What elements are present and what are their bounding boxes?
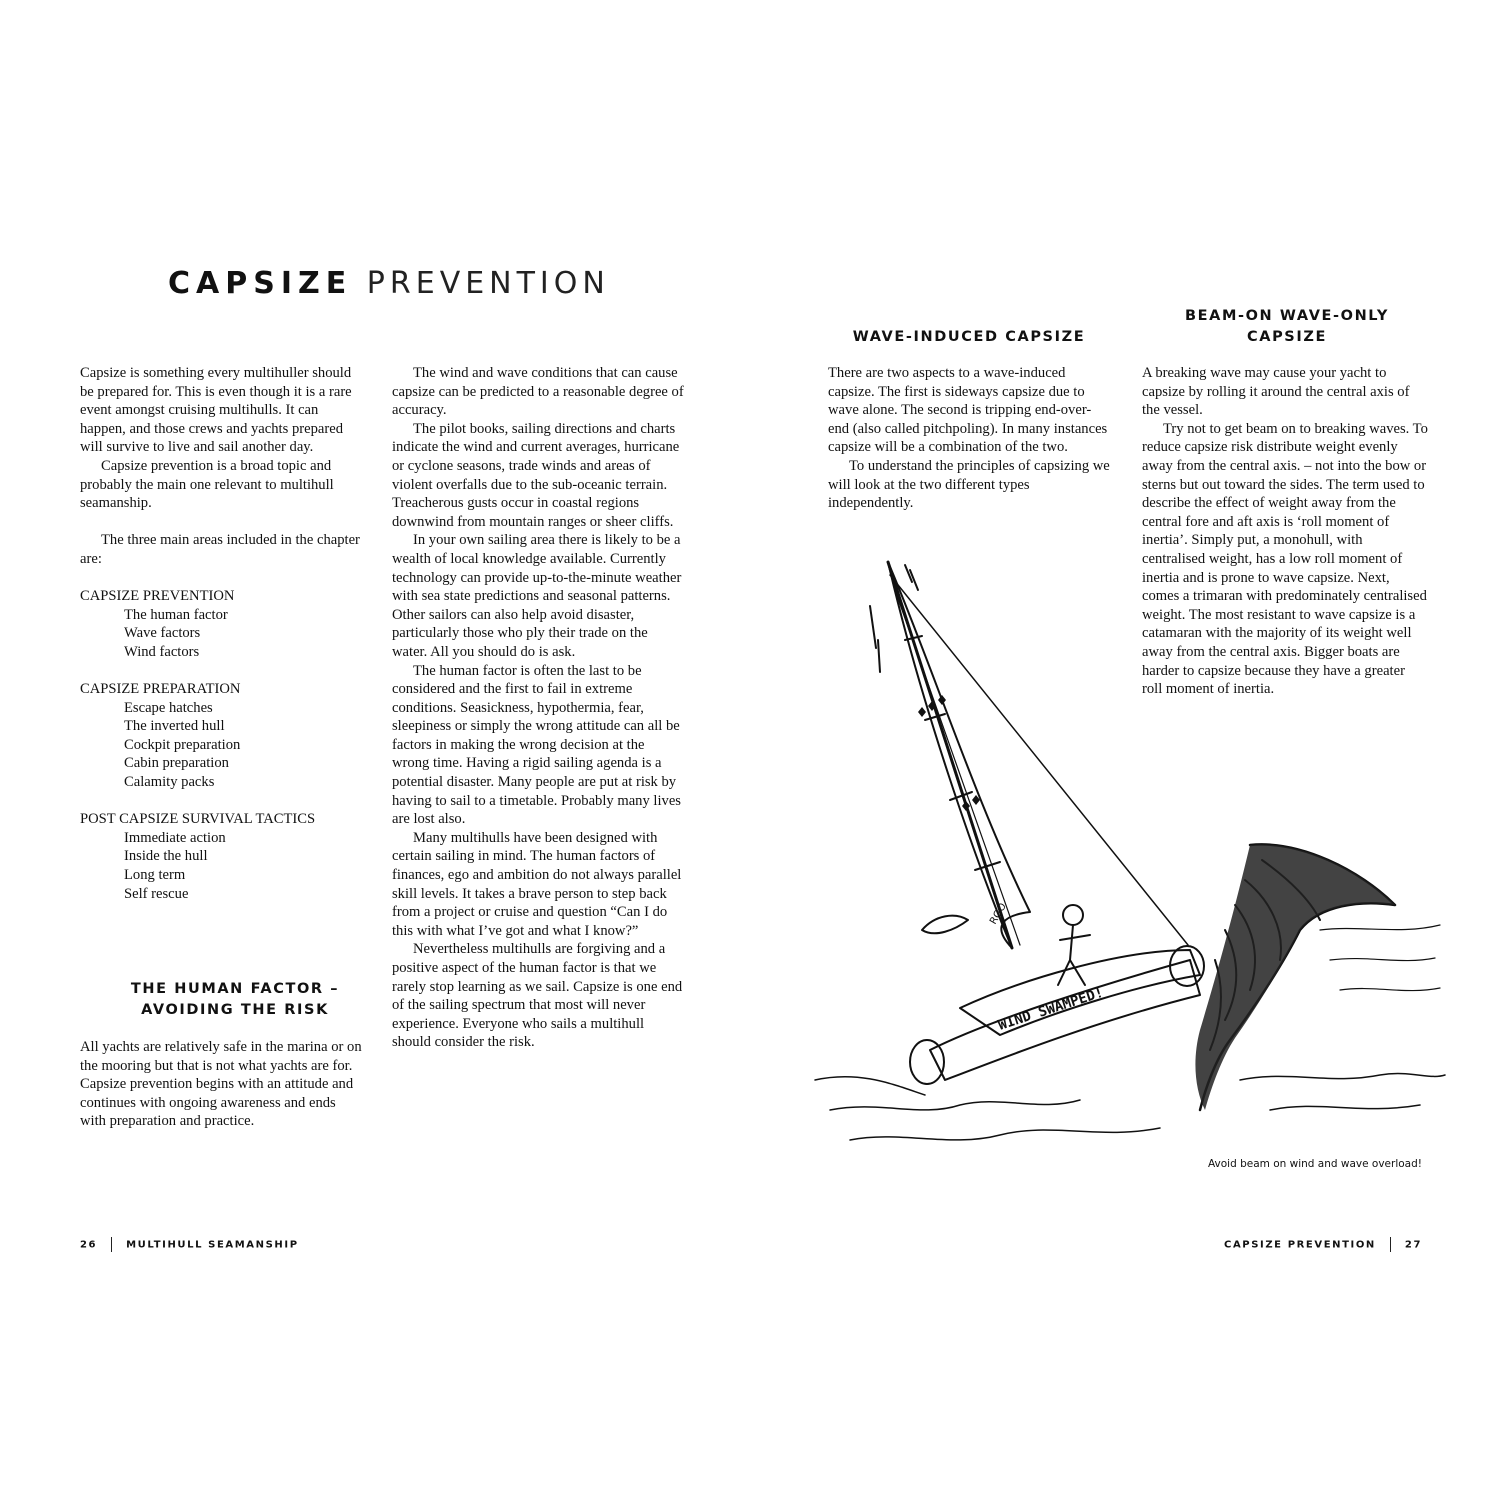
sail-number: RGO <box>988 901 1009 927</box>
section-heading-wave-induced: WAVE-INDUCED CAPSIZE <box>852 329 1086 345</box>
list-item: Wind factors <box>124 643 200 660</box>
list-item: Inside the hull <box>124 848 208 865</box>
page-number-left: 26 <box>80 1239 98 1251</box>
list-item: The inverted hull <box>124 718 225 735</box>
list-item: Calamity packs <box>124 774 215 791</box>
column-3 <box>828 364 1110 513</box>
list-heading: POST CAPSIZE SURVIVAL TACTICS <box>80 811 316 828</box>
paragraph: There are two aspects to a wave-induced capsize. The first is sideways capsize due to wave alone. The second is tripping end-over-end (also called pitchpoling). In many instances capsize will be a combination of the two. <box>828 365 1108 456</box>
paragraph: A breaking wave may cause your yacht to capsize by rolling it around the central axis of the vessel. <box>1142 365 1410 419</box>
list-item: Wave factors <box>124 625 201 642</box>
forestay <box>890 575 1188 945</box>
footer-right <box>1224 1237 1422 1252</box>
chapter-contents-list <box>80 587 362 903</box>
heading-line: BEAM-ON WAVE-ONLY <box>1184 308 1389 324</box>
footer-separator <box>111 1237 112 1252</box>
chapter-title-bold: CAPSIZE <box>168 266 353 301</box>
list-item: Cabin preparation <box>124 755 229 772</box>
list-item: Self rescue <box>124 885 189 902</box>
intro-paragraph-3: The three main areas included in the chapter are: <box>80 532 360 567</box>
running-head-right: CAPSIZE PREVENTION <box>1224 1239 1376 1251</box>
chapter-title <box>168 266 610 301</box>
heading-line: THE HUMAN FACTOR – <box>130 981 340 997</box>
mainsail <box>888 562 1030 948</box>
section-heading-beam-on <box>1142 306 1432 348</box>
list-item: Cockpit preparation <box>124 736 241 753</box>
illustration-caption: Avoid beam on wind and wave overload! <box>1207 1158 1422 1170</box>
chapter-title-light: PREVENTION <box>366 266 610 301</box>
flag <box>922 916 968 934</box>
paragraph: The wind and wave conditions that can cause capsize can be predicted to a reasonable degree of accuracy. <box>392 365 684 419</box>
float-left <box>910 1040 944 1084</box>
list-item: Escape hatches <box>124 699 213 716</box>
paragraph: Try not to get beam on to breaking waves. To reduce capsize risk distribute weight evenly away from the central axis. – not into the bow or sterns but out toward the sides. The term used to describe the effect of weight away from the central fore and aft axis is ‘roll moment of inertia’. Simply put, a monohull, with centralised weight, has a low roll moment of inertia and is prone to wave capsize. Next, comes a trimaran with predominately centralised weight. The most resistant to wave capsize is a catamaran with the majority of its weight well away from the central axis. Bigger boats are harder to capsize because they have a greater roll moment of inertia. <box>1142 420 1428 698</box>
footer-separator <box>1390 1237 1391 1252</box>
column-2 <box>392 364 684 1052</box>
list-item: The human factor <box>124 606 228 623</box>
intro-paragraph-1: Capsize is something every multihuller should be prepared for. This is even though it is a rare event amongst cruising multihulls. It can happen, and those crews and yachts prepared will survive to live and sail another day. <box>80 365 352 456</box>
intro-paragraph-2: Capsize prevention is a broad topic and probably the main one relevant to multihull seamanship. <box>80 457 334 512</box>
paragraph: Many multihulls have been designed with certain sailing in mind. The human factors of finances, ego and ambition do not always parallel skill levels. It takes a brave person to step back from a project or cruise and question “Can I do this with what I’ve got and what I know?” <box>392 829 682 939</box>
float-right <box>1170 946 1204 986</box>
paragraph: In your own sailing area there is likely to be a wealth of local knowledge available. Currently technology can provide up-to-the-minute weather with sea state predictions and seasonal patterns. Other sailors can also help avoid disaster, particularly those who ply their trade on the water. All you should do is ask. <box>392 532 682 660</box>
footer-left <box>80 1237 299 1252</box>
human-factor-text <box>80 1038 362 1131</box>
paragraph: All yachts are relatively safe in the marina or on the mooring but that is not what yachts are for. Capsize prevention begins with an attitude and continues with ongoing awareness and ends with preparation and practice. <box>80 1039 362 1130</box>
paragraph: To understand the principles of capsizing we will look at the two different types independently. <box>828 457 1110 512</box>
heading-line: AVOIDING THE RISK <box>141 1002 329 1018</box>
list-heading: CAPSIZE PREPARATION <box>80 681 241 698</box>
running-head-left: MULTIHULL SEAMANSHIP <box>126 1239 299 1251</box>
section-heading-human-factor <box>80 979 390 1021</box>
paragraph: The pilot books, sailing directions and charts indicate the wind and current averages, hurricane or cyclone seasons, trade winds and areas of violent overfalls due to the sub-oceanic terrain. Treacherous gusts occur in coastal regions downwind from mountain ranges or sheer cliffs. <box>392 420 680 530</box>
list-item: Long term <box>124 867 186 884</box>
list-heading: CAPSIZE PREVENTION <box>80 588 235 605</box>
paragraph: Nevertheless multihulls are forgiving and a positive aspect of the human factor is that we rarely stop learning as we sail. Capsize is one end of the sailing spectrum that most will never experience. Everyone who sails a multihull should consider the risk. <box>392 941 683 1051</box>
page-number-right: 27 <box>1404 1239 1423 1251</box>
column-1 <box>80 364 362 903</box>
heading-line: CAPSIZE <box>1247 329 1327 345</box>
paragraph: The human factor is often the last to be considered and the first to fail in extreme conditions. Seasickness, hypothermia, fear, sleepiness or simply the wrong attitude can all be factors in making the wrong decision at the wrong time. Having a rigid sailing agenda is a potential disaster. Many people are put at risk by having to sail to a timetable. Probably many lives are lost also. <box>392 662 681 828</box>
list-item: Immediate action <box>124 829 226 846</box>
capsize-illustration <box>812 556 1452 1168</box>
wave-face <box>1195 844 1395 1110</box>
hull-text: WIND SWAMPED! <box>996 984 1106 1034</box>
